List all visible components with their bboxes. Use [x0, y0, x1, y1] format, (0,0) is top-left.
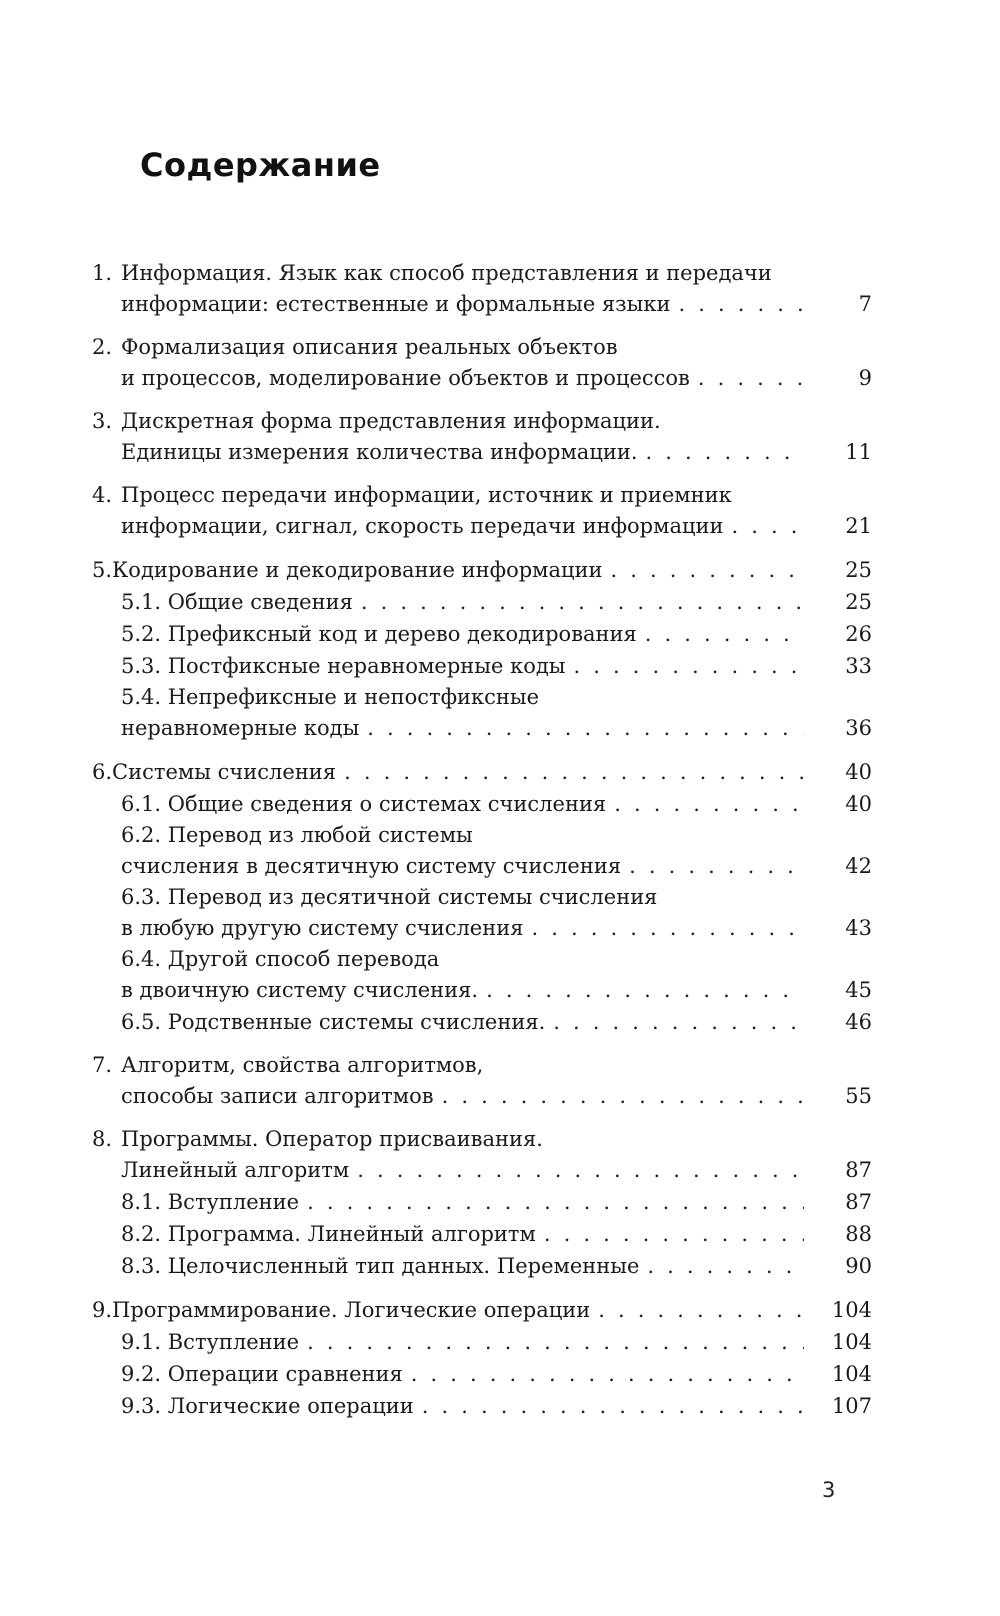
toc-section	[92, 406, 872, 468]
toc-entry-title: Формализация описания реальных объектов	[121, 335, 618, 359]
toc-subentry-line[interactable]	[92, 1218, 872, 1250]
toc-entry-title: Линейный алгоритм	[121, 1158, 350, 1182]
toc-page-number: 33	[845, 654, 872, 678]
toc-section	[92, 1294, 872, 1422]
toc-page-number: 88	[845, 1222, 872, 1246]
dot-leader	[614, 788, 804, 820]
toc-section	[92, 756, 872, 1038]
toc-section	[92, 480, 872, 542]
toc-page-number: 45	[845, 978, 872, 1002]
dot-leader	[611, 554, 804, 586]
toc-subentry-title: счисления в десятичную систему счисления	[121, 854, 622, 878]
toc-subentry-title: 5.2. Префиксный код и дерево декодирования	[121, 622, 637, 646]
toc-entry-title: Алгоритм, свойства алгоритмов,	[121, 1053, 484, 1077]
dot-leader	[361, 586, 804, 618]
toc-entry-number: 8.	[92, 1127, 113, 1151]
toc-subentry-line[interactable]	[92, 586, 872, 618]
page-title: Содержание	[140, 146, 381, 184]
toc-subentry-title: 8.3. Целочисленный тип данных. Переменные	[121, 1254, 640, 1278]
toc-entry-line[interactable]	[92, 362, 872, 394]
toc-entry-line[interactable]	[92, 1050, 872, 1080]
toc-page-number: 40	[845, 792, 872, 816]
toc-subentry-line[interactable]	[92, 1186, 872, 1218]
toc-entry-title: Дискретная форма представления информации.	[121, 409, 661, 433]
toc-entry-title: Информация. Язык как способ представления и передачи	[121, 261, 772, 285]
toc-page-number: 104	[831, 1298, 872, 1322]
toc-page-number: 42	[845, 854, 872, 878]
toc-page-number: 26	[845, 622, 872, 646]
toc-subentry-line[interactable]	[92, 788, 872, 820]
toc-entry-line[interactable]	[92, 1154, 872, 1186]
toc-subentry-title: 5.4. Непрефиксные и непостфиксные	[121, 685, 540, 709]
toc-section	[92, 554, 872, 744]
toc-entry-title: и процессов, моделирование объектов и процессов	[121, 366, 690, 390]
dot-leader	[574, 650, 805, 682]
toc-subentry-line[interactable]	[92, 650, 872, 682]
toc-page-number: 107	[831, 1394, 872, 1418]
toc-entry-line[interactable]	[92, 480, 872, 510]
toc-subentry-line[interactable]	[92, 1358, 872, 1390]
toc-subentry-line[interactable]	[92, 618, 872, 650]
toc-subentry-line[interactable]	[92, 944, 872, 974]
toc-section	[92, 1124, 872, 1282]
toc-page-number: 104	[831, 1330, 872, 1354]
toc-section	[92, 332, 872, 394]
toc-subentry-line[interactable]	[92, 882, 872, 912]
toc-subentry-line[interactable]	[92, 1250, 872, 1282]
toc-subentry-line[interactable]	[92, 1006, 872, 1038]
toc-page-number: 36	[845, 716, 872, 740]
table-of-contents	[92, 258, 872, 1434]
toc-page-number: 40	[845, 760, 872, 784]
dot-leader	[486, 974, 804, 1006]
dot-leader	[553, 1006, 804, 1038]
toc-subentry-title: в двоичную систему счисления.	[121, 978, 479, 1002]
toc-section	[92, 258, 872, 320]
dot-leader	[629, 850, 804, 882]
toc-page-number: 55	[845, 1084, 872, 1108]
dot-leader	[598, 1294, 804, 1326]
toc-entry-line[interactable]	[92, 258, 872, 288]
toc-entry-title: Программы. Оператор присваивания.	[121, 1127, 543, 1151]
toc-entry-line[interactable]	[92, 436, 872, 468]
toc-subentry-title: неравномерные коды	[121, 716, 360, 740]
dot-leader	[422, 1390, 804, 1422]
toc-entry-number: 2.	[92, 335, 113, 359]
toc-entry-number: 6.	[92, 760, 113, 784]
toc-subentry-title: 8.1. Вступление	[121, 1190, 300, 1214]
toc-subentry-line[interactable]	[92, 682, 872, 712]
toc-page-number: 43	[845, 916, 872, 940]
page-number: 3	[822, 1478, 836, 1502]
toc-page-number: 90	[845, 1254, 872, 1278]
toc-subentry-line[interactable]	[92, 912, 872, 944]
toc-entry-line[interactable]	[92, 1124, 872, 1154]
toc-entry-line[interactable]	[92, 332, 872, 362]
dot-leader	[442, 1080, 804, 1112]
toc-entry-line[interactable]	[92, 756, 872, 788]
dot-leader	[367, 712, 804, 744]
toc-subentry-title: 9.3. Логические операции	[121, 1394, 414, 1418]
toc-subentry-title: 6.1. Общие сведения о системах счисления	[121, 792, 607, 816]
toc-subentry-line[interactable]	[92, 712, 872, 744]
toc-subentry-title: 9.2. Операции сравнения	[121, 1362, 403, 1386]
dot-leader	[531, 912, 804, 944]
toc-entry-line[interactable]	[92, 288, 872, 320]
toc-entry-line[interactable]	[92, 554, 872, 586]
toc-entry-title: Процесс передачи информации, источник и приемник	[121, 483, 732, 507]
dot-leader	[307, 1326, 804, 1358]
toc-subentry-title: 9.1. Вступление	[121, 1330, 300, 1354]
toc-page-number: 104	[831, 1362, 872, 1386]
toc-subentry-title: 6.2. Перевод из любой системы	[121, 823, 473, 847]
toc-subentry-line[interactable]	[92, 820, 872, 850]
toc-subentry-line[interactable]	[92, 1390, 872, 1422]
toc-entry-number: 9.	[92, 1298, 113, 1322]
toc-page-number: 9	[858, 366, 872, 390]
toc-entry-title: Кодирование и декодирование информации	[112, 558, 603, 582]
toc-section	[92, 1050, 872, 1112]
toc-subentry-title: 6.3. Перевод из десятичной системы счисления	[121, 885, 658, 909]
toc-page-number: 46	[845, 1010, 872, 1034]
toc-subentry-title: 8.2. Программа. Линейный алгоритм	[121, 1222, 536, 1246]
dot-leader	[647, 1250, 804, 1282]
toc-entry-line[interactable]	[92, 510, 872, 542]
dot-leader	[678, 288, 804, 320]
toc-entry-number: 3.	[92, 409, 113, 433]
toc-subentry-title: в любую другую систему счисления	[121, 916, 524, 940]
dot-leader	[731, 510, 804, 542]
toc-subentry-title: 6.4. Другой способ перевода	[121, 947, 440, 971]
dot-leader	[646, 436, 805, 468]
toc-page-number: 21	[845, 514, 872, 538]
toc-entry-title: информации: естественные и формальные языки	[121, 292, 671, 316]
toc-page-number: 7	[858, 292, 872, 316]
dot-leader	[307, 1186, 804, 1218]
toc-entry-line[interactable]	[92, 1294, 872, 1326]
dot-leader	[411, 1358, 804, 1390]
toc-page-number: 87	[845, 1158, 872, 1182]
toc-entry-number: 1.	[92, 261, 113, 285]
toc-subentry-line[interactable]	[92, 1326, 872, 1358]
toc-page-number: 87	[845, 1190, 872, 1214]
toc-entry-number: 4.	[92, 483, 113, 507]
toc-entry-title: Программирование. Логические операции	[112, 1298, 591, 1322]
toc-entry-title: информации, сигнал, скорость передачи информации	[121, 514, 724, 538]
toc-subentry-line[interactable]	[92, 974, 872, 1006]
toc-entry-title: Системы счисления	[112, 760, 337, 784]
toc-entry-title: Единицы измерения количества информации.	[121, 440, 638, 464]
toc-entry-number: 7.	[92, 1053, 113, 1077]
toc-page-number: 11	[845, 440, 872, 464]
toc-page-number: 25	[845, 590, 872, 614]
toc-subentry-title: 5.3. Постфиксные неравномерные коды	[121, 654, 566, 678]
dot-leader	[357, 1154, 804, 1186]
toc-entry-title: способы записи алгоритмов	[121, 1084, 434, 1108]
toc-entry-line[interactable]	[92, 1080, 872, 1112]
dot-leader	[344, 756, 804, 788]
toc-entry-line[interactable]	[92, 406, 872, 436]
dot-leader	[544, 1218, 804, 1250]
toc-entry-number: 5.	[92, 558, 113, 582]
toc-subentry-title: 6.5. Родственные системы счисления.	[121, 1010, 546, 1034]
dot-leader	[645, 618, 804, 650]
toc-page-number: 25	[845, 558, 872, 582]
toc-subentry-line[interactable]	[92, 850, 872, 882]
toc-subentry-title: 5.1. Общие сведения	[121, 590, 353, 614]
dot-leader	[698, 362, 804, 394]
